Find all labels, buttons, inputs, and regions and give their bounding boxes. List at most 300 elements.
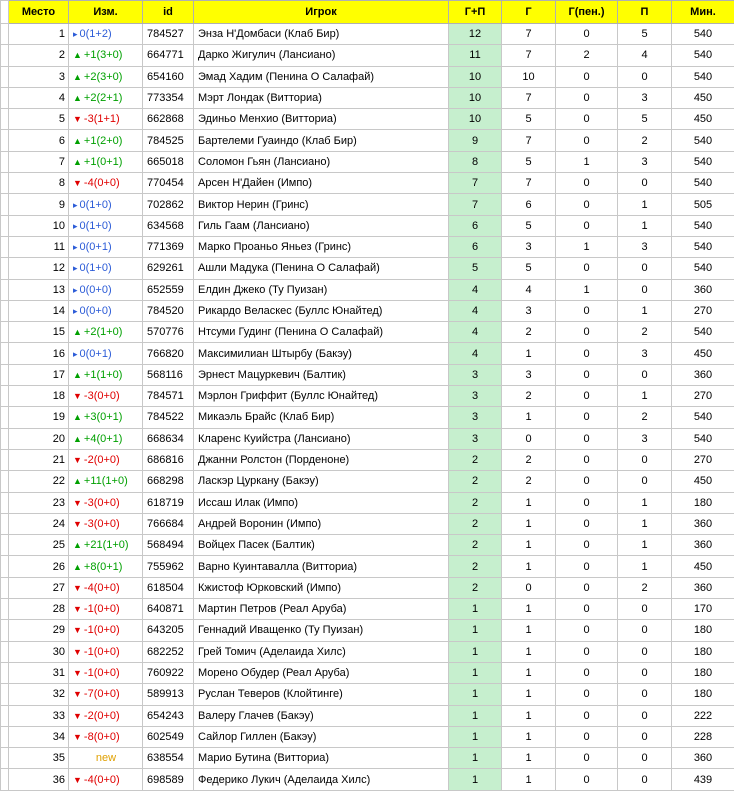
assists-cell: 0 [618,258,672,279]
player-cell: Марко Проаньо Яньез (Гринс) [194,236,449,257]
table-row[interactable] [1,407,734,428]
change-value: -3(0+0) [83,496,120,509]
arrow-down-icon: ▼ [73,582,82,593]
penalty-goals-cell: 0 [556,556,618,577]
change-value: 0(0+1) [79,241,112,254]
table-row[interactable] [1,130,734,151]
minutes-cell: 540 [672,428,734,449]
id-cell: 784571 [143,386,194,407]
id-cell: 638554 [143,748,194,769]
change-value: +2(1+0) [83,326,123,339]
table-row[interactable] [1,428,734,449]
player-cell: Дарко Жигулич (Лансиано) [194,45,449,66]
minutes-cell: 170 [672,599,734,620]
change-cell [69,726,143,747]
table-row[interactable] [1,386,734,407]
row-gutter [1,66,9,87]
table-row[interactable] [1,492,734,513]
assists-cell: 0 [618,641,672,662]
id-cell: 643205 [143,620,194,641]
goals-plus-assists-cell: 3 [449,428,502,449]
minutes-cell: 540 [672,215,734,236]
goals-plus-assists-cell: 3 [449,364,502,385]
id-cell: 668298 [143,471,194,492]
assists-cell: 0 [618,364,672,385]
table-row[interactable] [1,87,734,108]
goals-plus-assists-cell: 2 [449,535,502,556]
change-value: +1(0+1) [83,155,123,168]
goals-cell: 5 [502,258,556,279]
rank-cell: 15 [9,322,69,343]
change-cell [69,428,143,449]
row-gutter [1,364,9,385]
table-row[interactable] [1,599,734,620]
rank-cell: 3 [9,66,69,87]
change-cell [69,641,143,662]
header-change[interactable]: Изм. [69,1,143,24]
goals-cell: 7 [502,24,556,45]
penalty-goals-cell: 0 [556,258,618,279]
assists-cell: 1 [618,513,672,534]
penalty-goals-cell: 0 [556,194,618,215]
arrow-down-icon: ▼ [73,646,82,657]
arrow-up-icon: ▲ [73,369,82,380]
minutes-cell: 450 [672,343,734,364]
row-gutter [1,386,9,407]
arrow-right-icon: ▸ [73,263,78,274]
penalty-goals-cell: 0 [556,300,618,321]
arrow-right-icon: ▸ [73,348,78,359]
penalty-goals-cell: 0 [556,322,618,343]
table-row[interactable] [1,109,734,130]
assists-cell: 1 [618,492,672,513]
goals-cell: 2 [502,471,556,492]
penalty-goals-cell: 0 [556,24,618,45]
goals-cell: 1 [502,599,556,620]
rank-cell: 14 [9,300,69,321]
rank-cell: 31 [9,662,69,683]
rank-cell: 12 [9,258,69,279]
player-cell: Нтсуми Гудинг (Пенина О Салафай) [194,322,449,343]
rank-cell: 32 [9,684,69,705]
rank-cell: 28 [9,599,69,620]
change-value: 0(1+0) [79,219,112,232]
assists-cell: 0 [618,684,672,705]
goals-plus-assists-cell: 10 [449,66,502,87]
table-row[interactable] [1,726,734,747]
row-gutter [1,130,9,151]
rank-cell: 2 [9,45,69,66]
arrow-down-icon: ▼ [73,774,82,785]
table-row[interactable] [1,66,734,87]
goals-cell: 7 [502,173,556,194]
gutter-header [1,1,9,24]
arrow-down-icon: ▼ [73,497,82,508]
table-row[interactable] [1,769,734,790]
row-gutter [1,109,9,130]
player-cell: Гиль Гаам (Лансиано) [194,215,449,236]
arrow-up-icon: ▲ [73,412,82,423]
goals-plus-assists-cell: 1 [449,599,502,620]
table-row[interactable] [1,24,734,45]
change-value: +2(3+0) [83,70,123,83]
change-cell [69,322,143,343]
table-row[interactable] [1,45,734,66]
rank-cell: 6 [9,130,69,151]
id-cell: 602549 [143,726,194,747]
minutes-cell: 360 [672,279,734,300]
row-gutter [1,24,9,45]
id-cell: 568116 [143,364,194,385]
row-gutter [1,87,9,108]
arrow-down-icon: ▼ [73,604,82,615]
table-row[interactable] [1,279,734,300]
goals-plus-assists-cell: 6 [449,236,502,257]
penalty-goals-cell: 0 [556,577,618,598]
change-value: -2(0+0) [83,709,120,722]
change-value: 0(1+0) [79,262,112,275]
table-row[interactable] [1,684,734,705]
header-rank[interactable]: Место [9,1,69,24]
assists-cell: 0 [618,599,672,620]
goals-cell: 1 [502,705,556,726]
penalty-goals-cell: 0 [556,726,618,747]
arrow-right-icon: ▸ [73,199,78,210]
table-row[interactable] [1,513,734,534]
goals-plus-assists-cell: 3 [449,407,502,428]
arrow-right-icon: ▸ [73,306,78,316]
row-gutter [1,577,9,598]
id-cell: 784527 [143,24,194,45]
table-row[interactable] [1,236,734,257]
rank-cell: 25 [9,535,69,556]
goals-cell: 2 [502,386,556,407]
id-cell: 618504 [143,577,194,598]
minutes-cell: 540 [672,66,734,87]
assists-cell: 0 [618,769,672,790]
table-row[interactable] [1,641,734,662]
arrow-up-icon: ▲ [73,50,82,61]
player-cell: Елдин Джеко (Ту Пуизан) [194,279,449,300]
goals-plus-assists-cell: 1 [449,684,502,705]
minutes-cell: 360 [672,513,734,534]
minutes-cell: 222 [672,705,734,726]
header-goals-plus-assists[interactable]: Г+П [449,1,502,24]
table-row[interactable] [1,449,734,470]
player-cell: Бартелеми Гуаиндо (Клаб Бир) [194,130,449,151]
player-cell: Мэрт Лондак (Витториа) [194,87,449,108]
row-gutter [1,556,9,577]
player-cell: Кжистоф Юрковский (Импо) [194,577,449,598]
penalty-goals-cell: 0 [556,641,618,662]
id-cell: 766820 [143,343,194,364]
minutes-cell: 180 [672,684,734,705]
goals-plus-assists-cell: 1 [449,641,502,662]
player-cell: Рикардо Веласкес (Буллс Юнайтед) [194,300,449,321]
player-cell: Джанни Ролстон (Порденоне) [194,449,449,470]
table-row[interactable] [1,194,734,215]
row-gutter [1,407,9,428]
goals-plus-assists-cell: 12 [449,24,502,45]
id-cell: 686816 [143,449,194,470]
rank-cell: 9 [9,194,69,215]
change-cell [69,24,143,45]
rank-cell: 27 [9,577,69,598]
goals-cell: 7 [502,130,556,151]
assists-cell: 0 [618,620,672,641]
assists-cell: 0 [618,748,672,769]
assists-cell: 3 [618,236,672,257]
goals-plus-assists-cell: 2 [449,449,502,470]
id-cell: 682252 [143,641,194,662]
penalty-goals-cell: 2 [556,45,618,66]
penalty-goals-cell: 0 [556,471,618,492]
change-value: +2(2+1) [83,92,123,105]
player-cell: Виктор Нерин (Гринс) [194,194,449,215]
arrow-down-icon: ▼ [73,625,82,636]
penalty-goals-cell: 0 [556,662,618,683]
assists-cell: 0 [618,279,672,300]
assists-cell: 3 [618,87,672,108]
change-value: +21(1+0) [83,539,129,552]
minutes-cell: 360 [672,577,734,598]
change-value: +1(1+0) [83,368,123,381]
row-gutter [1,449,9,470]
assists-cell: 5 [618,24,672,45]
goals-plus-assists-cell: 11 [449,45,502,66]
table-row[interactable] [1,258,734,279]
change-cell [69,662,143,683]
minutes-cell: 540 [672,258,734,279]
row-gutter [1,471,9,492]
goals-plus-assists-cell: 4 [449,322,502,343]
assists-cell: 2 [618,407,672,428]
row-gutter [1,620,9,641]
player-cell: Марио Бутина (Витториа) [194,748,449,769]
row-gutter [1,279,9,300]
player-cell: Арсен Н'Дайен (Импо) [194,173,449,194]
arrow-down-icon: ▼ [73,391,82,402]
goals-plus-assists-cell: 7 [449,194,502,215]
change-cell [69,577,143,598]
goals-cell: 1 [502,641,556,662]
minutes-cell: 450 [672,471,734,492]
goals-cell: 1 [502,620,556,641]
change-cell [69,173,143,194]
table-row[interactable] [1,215,734,236]
table-row[interactable] [1,705,734,726]
minutes-cell: 540 [672,173,734,194]
goals-cell: 5 [502,109,556,130]
id-cell: 665018 [143,151,194,172]
header-goals[interactable]: Г [502,1,556,24]
id-cell: 652559 [143,279,194,300]
change-value: -4(0+0) [83,773,120,786]
minutes-cell: 540 [672,151,734,172]
assists-cell: 1 [618,535,672,556]
change-value: -2(0+0) [83,454,120,467]
id-cell: 634568 [143,215,194,236]
player-cell: Федерико Лукич (Аделаида Хилс) [194,769,449,790]
goals-cell: 1 [502,662,556,683]
arrow-right-icon: ▸ [73,29,78,40]
table-row[interactable] [1,577,734,598]
arrow-up-icon: ▲ [73,93,82,104]
table-row[interactable] [1,556,734,577]
rank-cell: 11 [9,236,69,257]
assists-cell: 2 [618,130,672,151]
arrow-up-icon: ▲ [73,327,82,338]
goals-cell: 1 [502,492,556,513]
change-value: 0(1+2) [79,28,112,41]
goals-plus-assists-cell: 2 [449,471,502,492]
change-cell [69,130,143,151]
table-row[interactable] [1,748,734,769]
change-cell [69,236,143,257]
row-gutter [1,300,9,321]
goals-cell: 2 [502,322,556,343]
row-gutter [1,173,9,194]
penalty-goals-cell: 1 [556,236,618,257]
change-value: -3(1+1) [83,113,120,126]
player-cell: Варно Куинтавалла (Витториа) [194,556,449,577]
goals-cell: 1 [502,684,556,705]
change-value: -8(0+0) [83,730,120,743]
goals-cell: 4 [502,279,556,300]
change-value: -4(0+0) [83,581,120,594]
player-cell: Грей Томич (Аделаида Хилс) [194,641,449,662]
minutes-cell: 540 [672,45,734,66]
table-row[interactable] [1,343,734,364]
rank-cell: 33 [9,705,69,726]
row-gutter [1,322,9,343]
id-cell: 770454 [143,173,194,194]
player-cell: Ласкэр Цуркану (Бакэу) [194,471,449,492]
change-cell [69,449,143,470]
id-cell: 654160 [143,66,194,87]
player-cell: Сайлор Гиллен (Бакэу) [194,726,449,747]
row-gutter [1,258,9,279]
change-value: -4(0+0) [83,177,120,190]
minutes-cell: 360 [672,748,734,769]
rank-cell: 21 [9,449,69,470]
minutes-cell: 450 [672,87,734,108]
id-cell: 629261 [143,258,194,279]
row-gutter [1,726,9,747]
table-row[interactable] [1,173,734,194]
goals-cell: 3 [502,364,556,385]
arrow-right-icon: ▸ [73,242,78,253]
penalty-goals-cell: 0 [556,66,618,87]
header-player[interactable]: Игрок [194,1,449,24]
arrow-up-icon: ▲ [73,540,82,551]
penalty-goals-cell: 0 [556,130,618,151]
goals-plus-assists-cell: 2 [449,513,502,534]
change-cell [69,748,143,769]
id-cell: 662868 [143,109,194,130]
change-value: +1(3+0) [83,49,123,62]
arrow-right-icon: ▸ [73,220,78,231]
goals-cell: 1 [502,513,556,534]
table-row[interactable] [1,662,734,683]
player-cell: Эмад Хадим (Пенина О Салафай) [194,66,449,87]
change-cell [69,194,143,215]
row-gutter [1,662,9,683]
player-cell: Морено Обудер (Реал Аруба) [194,662,449,683]
change-cell [69,599,143,620]
goals-plus-assists-cell: 1 [449,726,502,747]
table-row[interactable] [1,471,734,492]
row-gutter [1,428,9,449]
goals-cell: 1 [502,769,556,790]
minutes-cell: 540 [672,130,734,151]
goals-cell: 10 [502,66,556,87]
change-cell [69,258,143,279]
change-value: -1(0+0) [83,624,120,637]
table-row[interactable] [1,535,734,556]
penalty-goals-cell: 0 [556,364,618,385]
id-cell: 702862 [143,194,194,215]
penalty-goals-cell: 0 [556,386,618,407]
penalty-goals-cell: 0 [556,769,618,790]
id-cell: 773354 [143,87,194,108]
change-cell [69,364,143,385]
change-value: +11(1+0) [83,475,128,488]
penalty-goals-cell: 0 [556,109,618,130]
id-cell: 640871 [143,599,194,620]
rank-cell: 16 [9,343,69,364]
goals-plus-assists-cell: 2 [449,556,502,577]
minutes-cell: 360 [672,364,734,385]
minutes-cell: 450 [672,556,734,577]
row-gutter [1,151,9,172]
id-cell: 760922 [143,662,194,683]
minutes-cell: 228 [672,726,734,747]
goals-cell: 1 [502,343,556,364]
goals-plus-assists-cell: 8 [449,151,502,172]
player-cell: Эдиньо Менхио (Витториа) [194,109,449,130]
player-cell: Эрнест Мацуркевич (Балтик) [194,364,449,385]
table-row[interactable] [1,364,734,385]
player-cell: Руслан Теверов (Клойтинге) [194,684,449,705]
id-cell: 570776 [143,322,194,343]
minutes-cell: 270 [672,449,734,470]
header-penalty-goals[interactable]: Г(пен.) [556,1,618,24]
goals-cell: 0 [502,577,556,598]
table-row[interactable] [1,620,734,641]
table-row[interactable] [1,300,734,321]
change-cell [69,471,143,492]
header-minutes[interactable]: Мин. [672,1,734,24]
assists-cell: 0 [618,726,672,747]
table-row[interactable] [1,151,734,172]
minutes-cell: 180 [672,662,734,683]
rank-cell: 29 [9,620,69,641]
header-id[interactable]: id [143,1,194,24]
id-cell: 784520 [143,300,194,321]
row-gutter [1,748,9,769]
player-cell: Соломон Гьян (Лансиано) [194,151,449,172]
goals-plus-assists-cell: 7 [449,173,502,194]
goals-plus-assists-cell: 4 [449,279,502,300]
change-cell [69,87,143,108]
header-assists[interactable]: П [618,1,672,24]
table-row[interactable] [1,322,734,343]
player-cell: Андрей Воронин (Импо) [194,513,449,534]
goals-plus-assists-cell: 5 [449,258,502,279]
goals-plus-assists-cell: 1 [449,705,502,726]
id-cell: 668634 [143,428,194,449]
